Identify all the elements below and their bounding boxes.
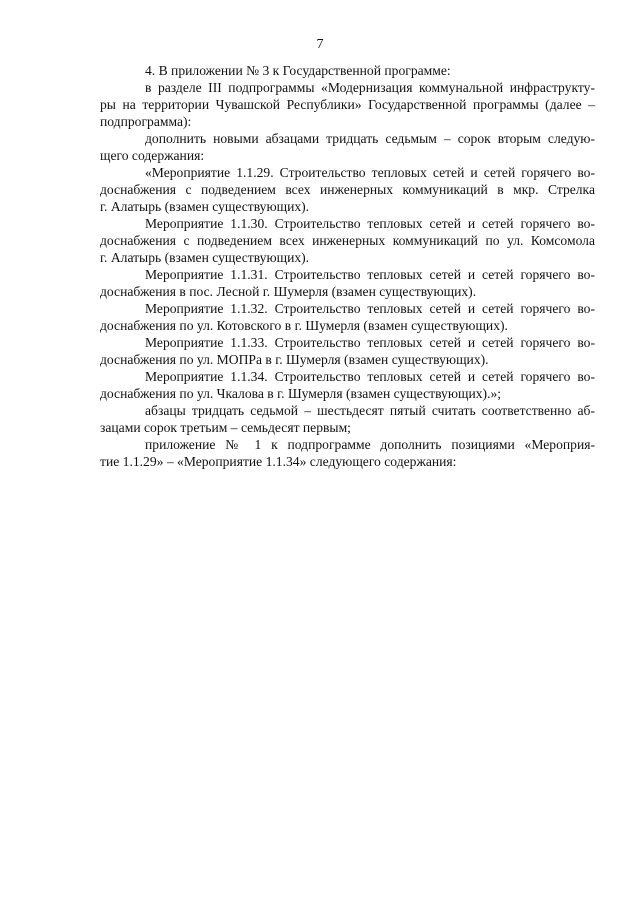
text-line: г. Алатырь (взамен существующих).: [100, 199, 310, 214]
text-line: абзацы тридцать седьмой – шестьдесят пятый считать соответственно аб-: [145, 403, 595, 418]
page-number: 7: [316, 37, 324, 52]
text-line: доснабжения по ул. МОПРа в г. Шумерля (взамен существующих).: [100, 352, 489, 367]
text-line: приложение № 1 к подпрограмме дополнить позициями «Мероприя-: [145, 437, 595, 452]
text-line: ры на территории Чувашской Республики» Государственной программы (далее –: [100, 97, 595, 112]
text-line: 4. В приложении № 3 к Государственной программе:: [145, 63, 451, 78]
text-line: г. Алатырь (взамен существующих).: [100, 250, 310, 265]
text-line: Мероприятие 1.1.32. Строительство тепловых сетей и сетей горячего во-: [145, 301, 595, 316]
text-line: в разделе III подпрограммы «Модернизация коммунальной инфраструкту-: [145, 80, 595, 95]
text-line: доснабжения с подведением всех инженерных коммуникаций по ул. Комсомола: [100, 233, 595, 248]
text-line: дополнить новыми абзацами тридцать седьмым – сорок вторым следую-: [145, 131, 595, 146]
text-line: подпрограмма):: [100, 114, 192, 129]
text-line: доснабжения в пос. Лесной г. Шумерля (взамен существующих).: [100, 284, 477, 299]
text-line: доснабжения по ул. Котовского в г. Шумерля (взамен существующих).: [100, 318, 508, 333]
text-line: щего содержания:: [100, 148, 205, 163]
text-line: доснабжения с подведением всех инженерных коммуникаций в мкр. Стрелка: [100, 182, 595, 197]
text-line: Мероприятие 1.1.30. Строительство тепловых сетей и сетей горячего во-: [145, 216, 595, 231]
text-line: Мероприятие 1.1.33. Строительство тепловых сетей и сетей горячего во-: [145, 335, 595, 350]
text-line: Мероприятие 1.1.34. Строительство тепловых сетей и сетей горячего во-: [145, 369, 595, 384]
text-line: тие 1.1.29» – «Мероприятие 1.1.34» следующего содержания:: [100, 454, 457, 469]
text-line: зацами сорок третьим – семьдесят первым;: [100, 420, 351, 435]
text-line: Мероприятие 1.1.31. Строительство тепловых сетей и сетей горячего во-: [145, 267, 595, 282]
text-line: «Мероприятие 1.1.29. Строительство тепловых сетей и сетей горячего во-: [145, 165, 595, 180]
text-line: доснабжения по ул. Чкалова в г. Шумерля (взамен существующих).»;: [100, 386, 502, 401]
